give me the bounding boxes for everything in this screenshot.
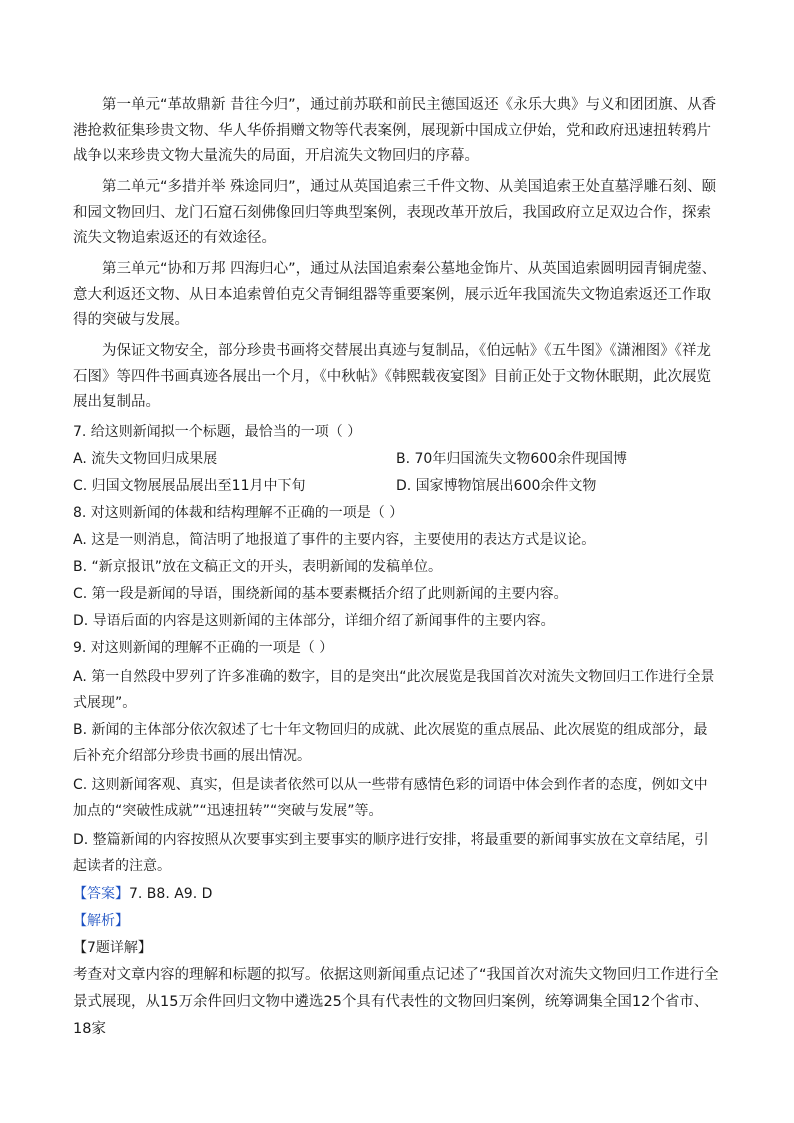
paragraph-calligraphy: 为保证文物安全，部分珍贵书画将交替展出真迹与复制品，《伯远帖》《五牛图》《潇湘图》《祥龙石图》等四件书画真迹各展出一个月，《中秋帖》《韩熙载夜宴图》目前正处于文物休眠期，此次展览展出复制品。 <box>73 343 711 410</box>
analysis-label: 【解析】 <box>73 913 129 929</box>
paragraph-unit-1: 第一单元“革故鼎新 昔往今归”，通过前苏联和前民主德国返还《永乐大典》与义和团团旗、从香港抢救征集珍贵文物、华人华侨捐赠文物等代表案例，展现新中国成立伊始，党和政府迅速扭转鸦片战争以来珍贵文物大量流失的局面，开启流失文物回归的序幕。 <box>73 97 717 164</box>
question-7-option-d: D. 国家博物馆展出600余件文物 <box>396 478 597 494</box>
detail-7-text: 考查对文章内容的理解和标题的拟写。依据这则新闻重点记述了“我国首次对流失文物回归工作进行全景式展现，从15万余件回归文物中遴选25个具有代表性的文物回归案例，统筹调集全国12个省市、18家 <box>73 967 719 1037</box>
question-9-option-d: D. 整篇新闻的内容按照从次要事实到主要事实的顺序进行安排，将最重要的新闻事实放在文章结尾，引起读者的注意。 <box>73 832 709 874</box>
paragraph-unit-3: 第三单元“协和万邦 四海归心”，通过从法国追索秦公墓地金饰片、从英国追索圆明园青铜虎蓥、意大利返还文物、从日本追索曾伯克父青铜组器等重要案例，展示近年我国流失文物追索返还工作取得的突破与发展。 <box>73 261 717 328</box>
answer-label: 【答案】 <box>73 886 129 902</box>
question-7-stem: 7. 给这则新闻拟一个标题，最恰当的一项（ ） <box>73 424 362 440</box>
question-9-option-b: B. 新闻的主体部分依次叙述了七十年文物回归的成就、此次展览的重点展品、此次展览的组成部分，最后补充介绍部分珍贵书画的展出情况。 <box>73 722 708 764</box>
question-9-option-a: A. 第一自然段中罗列了许多准确的数字，目的是突出“此次展览是我国首次对流失文物回归工作进行全景式展现”。 <box>73 669 715 711</box>
question-8-stem: 8. 对这则新闻的体裁和结构理解不正确的一项是（ ） <box>73 505 404 521</box>
question-9-stem: 9. 对这则新闻的理解不正确的一项是（ ） <box>73 640 334 656</box>
paragraph-unit-2: 第二单元“多措并举 殊途同归”，通过从英国追索三千件文物、从美国追索王处直墓浮雕石刻、颐和园文物回归、龙门石窟石刻佛像回归等典型案例，表现改革开放后，我国政府立足双边合作，探索流失文物追索返还的有效途径。 <box>73 179 717 246</box>
question-8-option-d: D. 导语后面的内容是这则新闻的主体部分，详细介绍了新闻事件的主要内容。 <box>73 613 555 629</box>
question-8-option-c: C. 第一段是新闻的导语，围绕新闻的基本要素概括介绍了此则新闻的主要内容。 <box>73 586 568 602</box>
question-9-option-c: C. 这则新闻客观、真实，但是读者依然可以从一些带有感情色彩的词语中体会到作者的态度，例如文中加点的“突破性成就”“迅速扭转”“突破与发展”等。 <box>73 777 708 819</box>
answer-line <box>73 881 721 907</box>
question-7-option-a: A. 流失文物回归成果展 <box>73 451 218 467</box>
question-8-option-b: B. “新京报讯”放在文稿正文的开头，表明新闻的发稿单位。 <box>73 559 443 575</box>
question-7-option-b: B. 70年归国流失文物600余件现国博 <box>396 451 628 467</box>
question-7-option-c: C. 归国文物展展品展出至11月中下旬 <box>73 478 306 494</box>
question-8-option-a: A. 这是一则消息，简洁明了地报道了事件的主要内容，主要使用的表达方式是议论。 <box>73 532 596 548</box>
detail-7-label: 【7题详解】 <box>73 940 152 956</box>
answer-text: 7. B8. A9. D <box>129 886 213 902</box>
